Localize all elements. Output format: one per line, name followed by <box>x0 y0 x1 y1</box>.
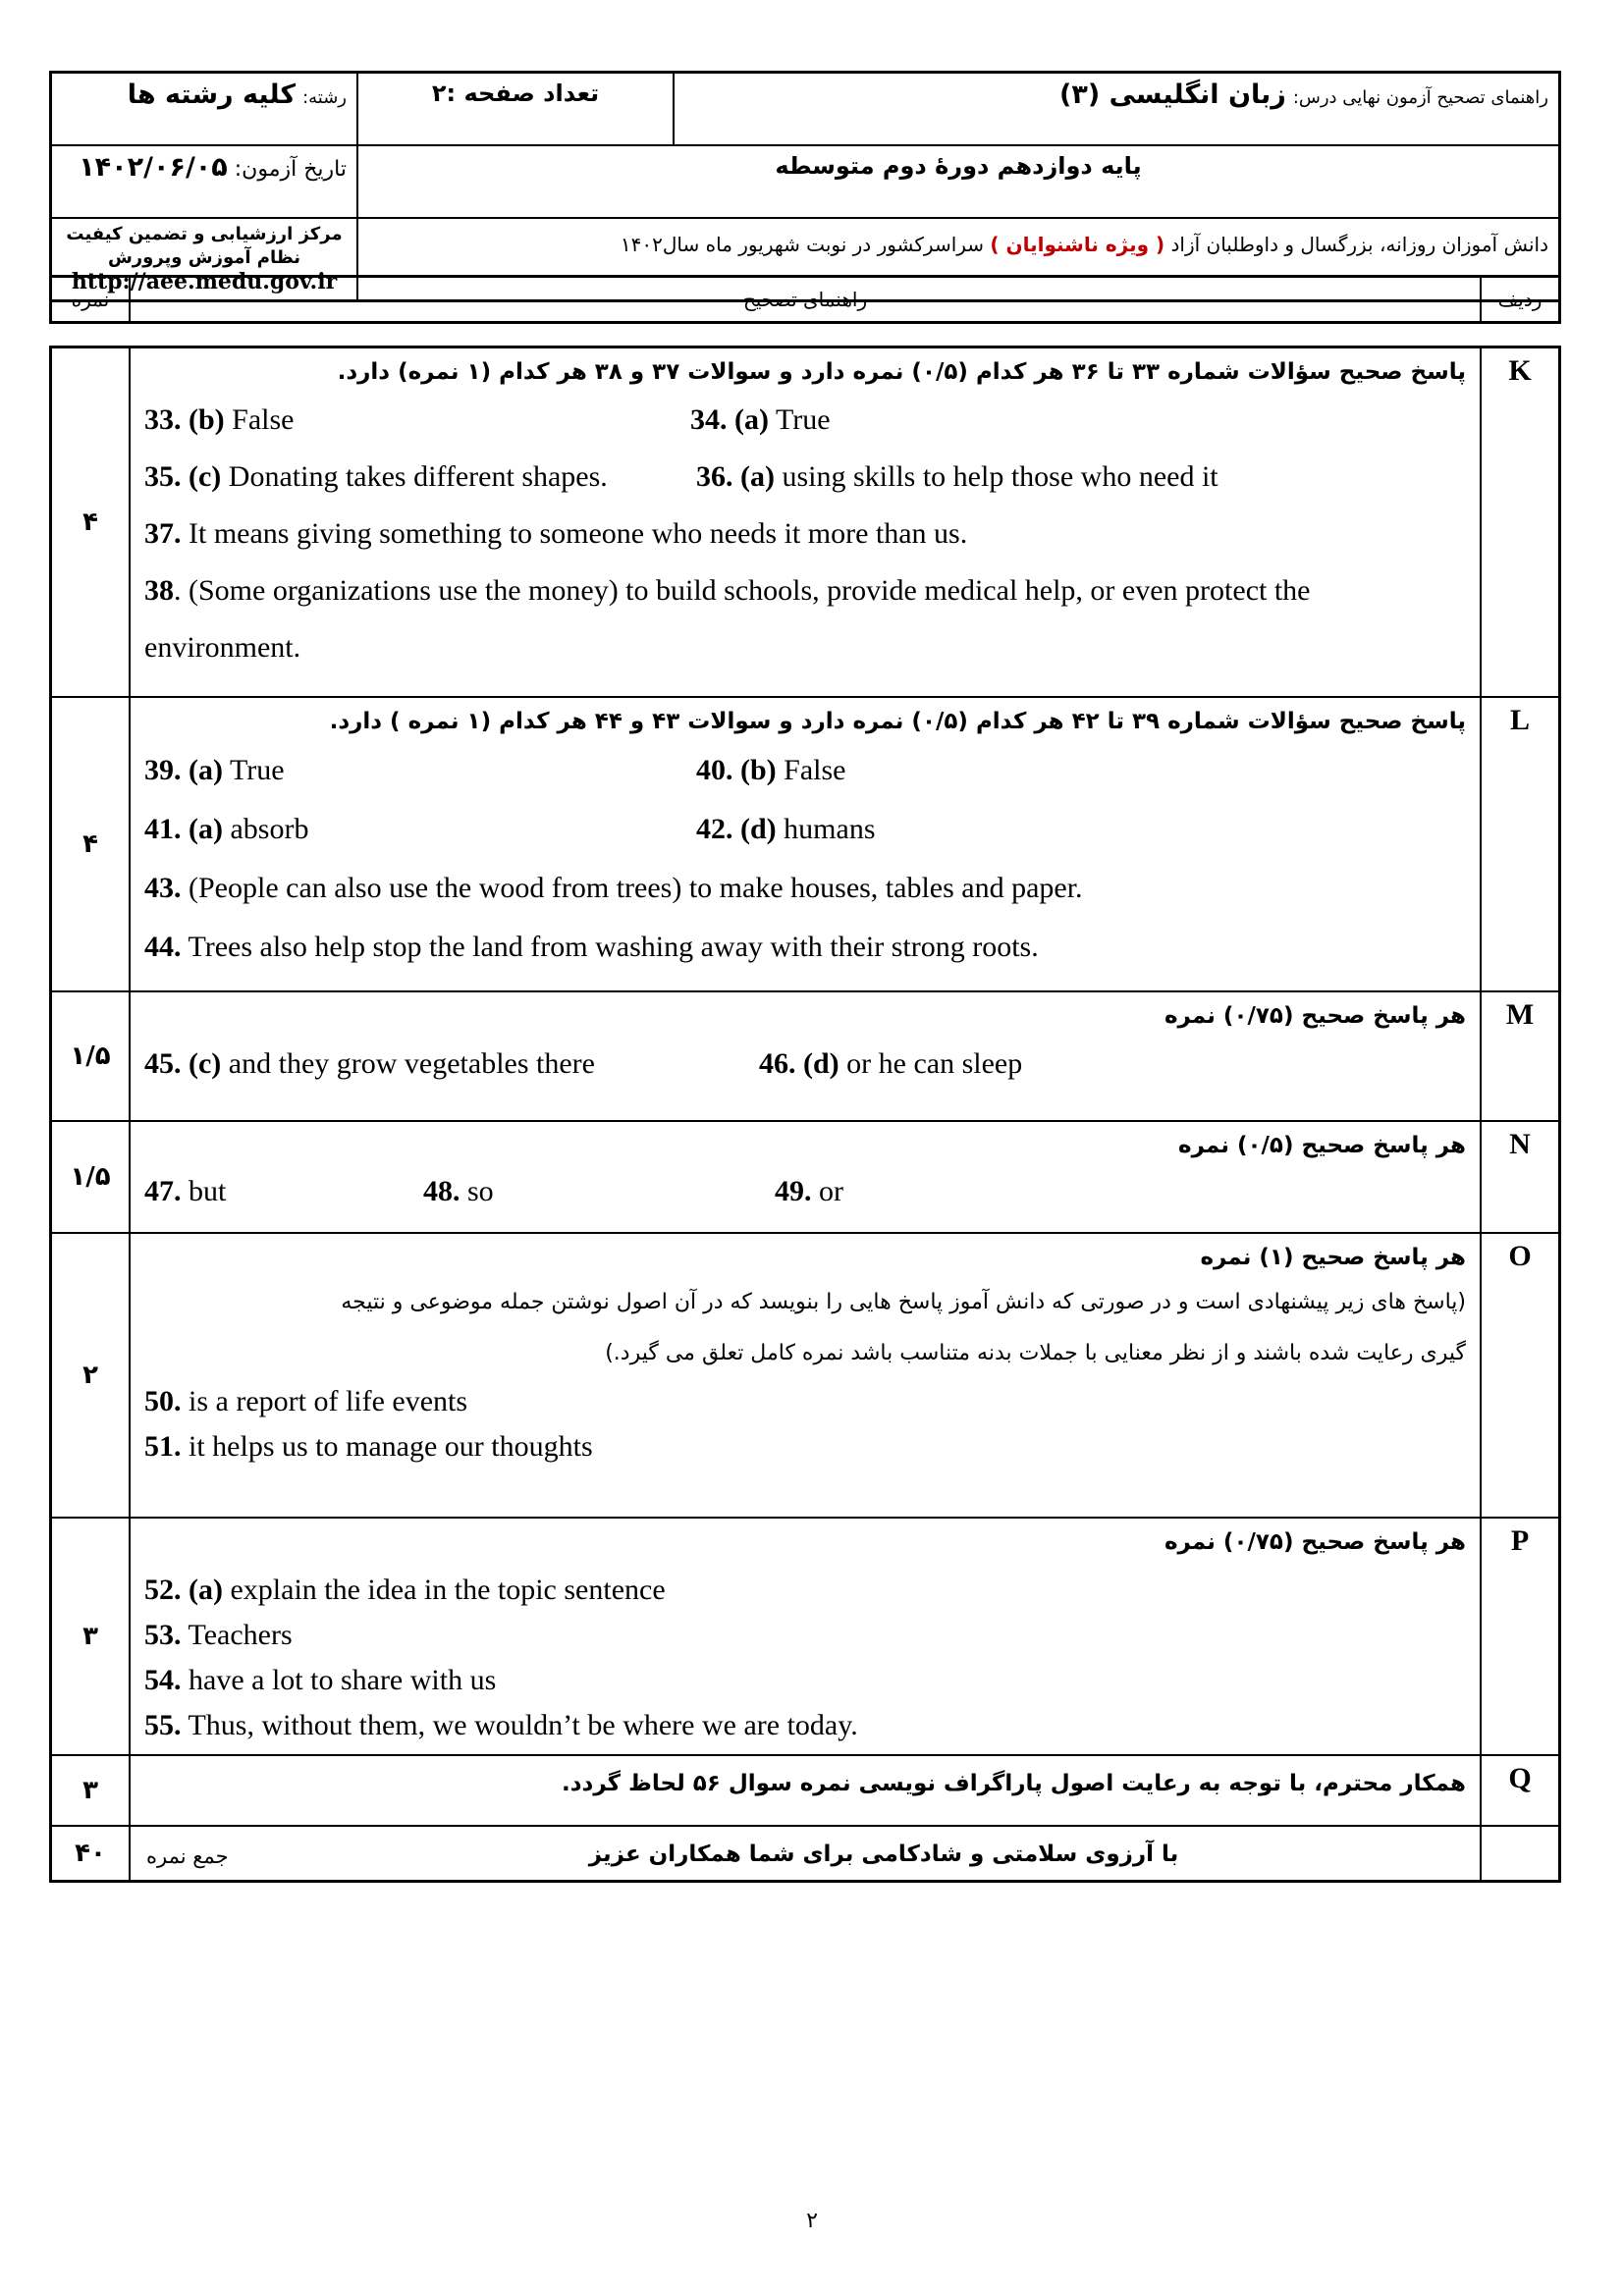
field-value: کلیه رشته ها <box>127 80 297 110</box>
section-instruction: همکار محترم، با توجه به رعایت اصول پاراگراف نویسی نمره سوال ۵۶ لحاظ گردد. <box>561 1770 1466 1796</box>
title-prefix: راهنمای تصحیح آزمون نهایی درس: <box>1292 87 1548 108</box>
students-text: دانش آموزان روزانه، بزرگسال و داوطلبان آزاد <box>1170 233 1548 256</box>
answer-47: 47. but <box>144 1174 227 1207</box>
answer-39: 39. (a) True <box>144 753 285 786</box>
row-column-title: ردیف <box>1481 277 1560 323</box>
section-instruction: پاسخ صحیح سؤالات شماره ۳۳ تا ۳۶ هر کدام (۰/۵) نمره دارد و سوالات ۳۷ و ۳۸ هر کدام (۱ نمره) دارد. <box>337 359 1466 385</box>
exam-date: ۱۴۰۲/۰۶/۰۵ <box>79 152 228 183</box>
answer-line <box>144 1165 1466 1218</box>
section-letter: Q <box>1481 1755 1560 1826</box>
section-instruction: هر پاسخ صحیح (۰/۵) نمره <box>1178 1132 1466 1158</box>
section-letter: P <box>1481 1518 1560 1755</box>
answer-52: 52. (a) explain the idea in the topic sentence <box>144 1573 666 1606</box>
section-grade: ۳ <box>51 1755 131 1826</box>
answer-37: 37. It means giving something to someone who needs it more than us. <box>144 517 968 550</box>
section-k <box>51 347 1560 697</box>
section-note: (پاسخ های زیر پیشنهادی است و در صورتی که دانش آموز پاسخ هایی را بنویسد که در آن اصول نوشتن جمله موضوعی و نتیجه <box>341 1289 1466 1314</box>
answer-41: 41. (a) absorb <box>144 812 309 845</box>
special-badge: ( ویژه ناشنوایان ) <box>990 233 1165 256</box>
exam-header <box>49 71 1561 302</box>
answer-51: 51. it helps us to manage our thoughts <box>144 1429 593 1463</box>
guide-column-title: راهنمای تصحیح <box>130 277 1481 323</box>
section-content <box>130 1121 1481 1233</box>
session-text: سراسرکشور در نوبت شهریور ماه سال۱۴۰۲ <box>620 233 985 256</box>
section-grade: ۴ <box>51 347 131 697</box>
section-grade: ۱/۵ <box>51 991 131 1121</box>
course-name: زبان انگلیسی (۳) <box>1059 80 1286 110</box>
page-number: ۲ <box>806 2209 818 2233</box>
section-content <box>130 1518 1481 1755</box>
field-label: رشته: <box>302 87 347 108</box>
section-grade: ۲ <box>51 1233 131 1518</box>
section-content <box>130 347 1481 697</box>
total-row <box>51 1826 1560 1882</box>
pages-cell <box>357 73 674 146</box>
answer-line <box>144 800 1466 859</box>
answer-33: 33. (b) False <box>144 403 295 436</box>
section-letter: L <box>1481 697 1560 991</box>
section-grade: ۱/۵ <box>51 1121 131 1233</box>
section-content <box>130 991 1481 1121</box>
section-content <box>130 1755 1481 1826</box>
answer-line <box>144 1036 1466 1093</box>
answer-42: 42. (d) humans <box>696 812 876 845</box>
section-letter: N <box>1481 1121 1560 1233</box>
total-grade: ۴۰ <box>51 1826 131 1882</box>
answer-36: 36. (a) using skills to help those who need it <box>696 460 1218 493</box>
section-n <box>51 1121 1560 1233</box>
section-letter: K <box>1481 347 1560 697</box>
answer-48: 48. so <box>423 1174 494 1207</box>
section-o <box>51 1233 1560 1518</box>
field-cell <box>51 73 358 146</box>
answer-40: 40. (b) False <box>696 753 846 786</box>
section-letter: O <box>1481 1233 1560 1518</box>
section-q <box>51 1755 1560 1826</box>
answer-45: 45. (c) and they grow vegetables there <box>144 1046 595 1080</box>
section-instruction: پاسخ صحیح سؤالات شماره ۳۹ تا ۴۲ هر کدام (۰/۵) نمره دارد و سوالات ۴۳ و ۴۴ هر کدام (۱ نمره ) دارد. <box>329 708 1466 734</box>
answer-46: 46. (d) or he can sleep <box>759 1046 1023 1080</box>
answer-44: 44. Trees also help stop the land from washing away with their strong roots. <box>144 930 1039 963</box>
grade-level: پایه دوازدهم دورهٔ دوم متوسطه <box>775 152 1142 180</box>
answer-50: 50. is a report of life events <box>144 1384 468 1417</box>
answer-55: 55. Thus, without them, we wouldn’t be where we are today. <box>144 1708 858 1741</box>
section-m <box>51 991 1560 1121</box>
answer-53: 53. Teachers <box>144 1618 293 1651</box>
section-content <box>130 1233 1481 1518</box>
answer-table <box>49 346 1561 1883</box>
total-empty-cell <box>1481 1826 1560 1882</box>
section-instruction: هر پاسخ صحیح (۰/۷۵) نمره <box>1164 1002 1466 1029</box>
answer-38: 38. (Some organizations use the money) to build schools, provide medical help, or even protect the <box>144 574 1311 607</box>
answer-line <box>144 449 1466 506</box>
section-grade: ۴ <box>51 697 131 991</box>
answer-line <box>144 741 1466 800</box>
grade-level-cell <box>357 145 1560 218</box>
total-label: جمع نمره <box>146 1843 229 1868</box>
answer-54: 54. have a lot to share with us <box>144 1663 497 1696</box>
answer-line <box>144 392 1466 449</box>
answer-49: 49. or <box>775 1174 843 1207</box>
column-titles <box>49 275 1561 324</box>
answer-34: 34. (a) True <box>690 403 831 436</box>
answer-35: 35. (c) Donating takes different shapes. <box>144 460 608 493</box>
section-letter: M <box>1481 991 1560 1121</box>
title-cell <box>674 73 1560 146</box>
section-instruction: هر پاسخ صحیح (۰/۷۵) نمره <box>1164 1528 1466 1555</box>
grade-column-title: نمره <box>51 277 131 323</box>
center-name: مرکز ارزشیابی و تضمین کیفیت نظام آموزش وپرورش <box>66 224 343 268</box>
exam-date-label: تاریخ آزمون: <box>234 157 347 182</box>
section-content <box>130 697 1481 991</box>
answer-38-continued: environment. <box>144 631 301 664</box>
total-content <box>130 1826 1481 1882</box>
closing-wish: با آرزوی سلامتی و شادکامی برای شما همکاران عزیز <box>588 1841 1179 1867</box>
section-grade: ۳ <box>51 1518 131 1755</box>
section-l <box>51 697 1560 991</box>
section-instruction: هر پاسخ صحیح (۱) نمره <box>1200 1244 1466 1270</box>
section-note: گیری رعایت شده باشند و از نظر معنایی با جملات بدنه متناسب باشد نمره کامل تعلق می گیرد.) <box>605 1340 1466 1365</box>
answer-43: 43. (People can also use the wood from trees) to make houses, tables and paper. <box>144 871 1083 904</box>
center-url[interactable]: http://aee.medu.gov.ir <box>71 269 338 294</box>
date-cell <box>51 145 358 218</box>
section-p <box>51 1518 1560 1755</box>
pages-label: تعداد صفحه :۲ <box>431 80 600 107</box>
